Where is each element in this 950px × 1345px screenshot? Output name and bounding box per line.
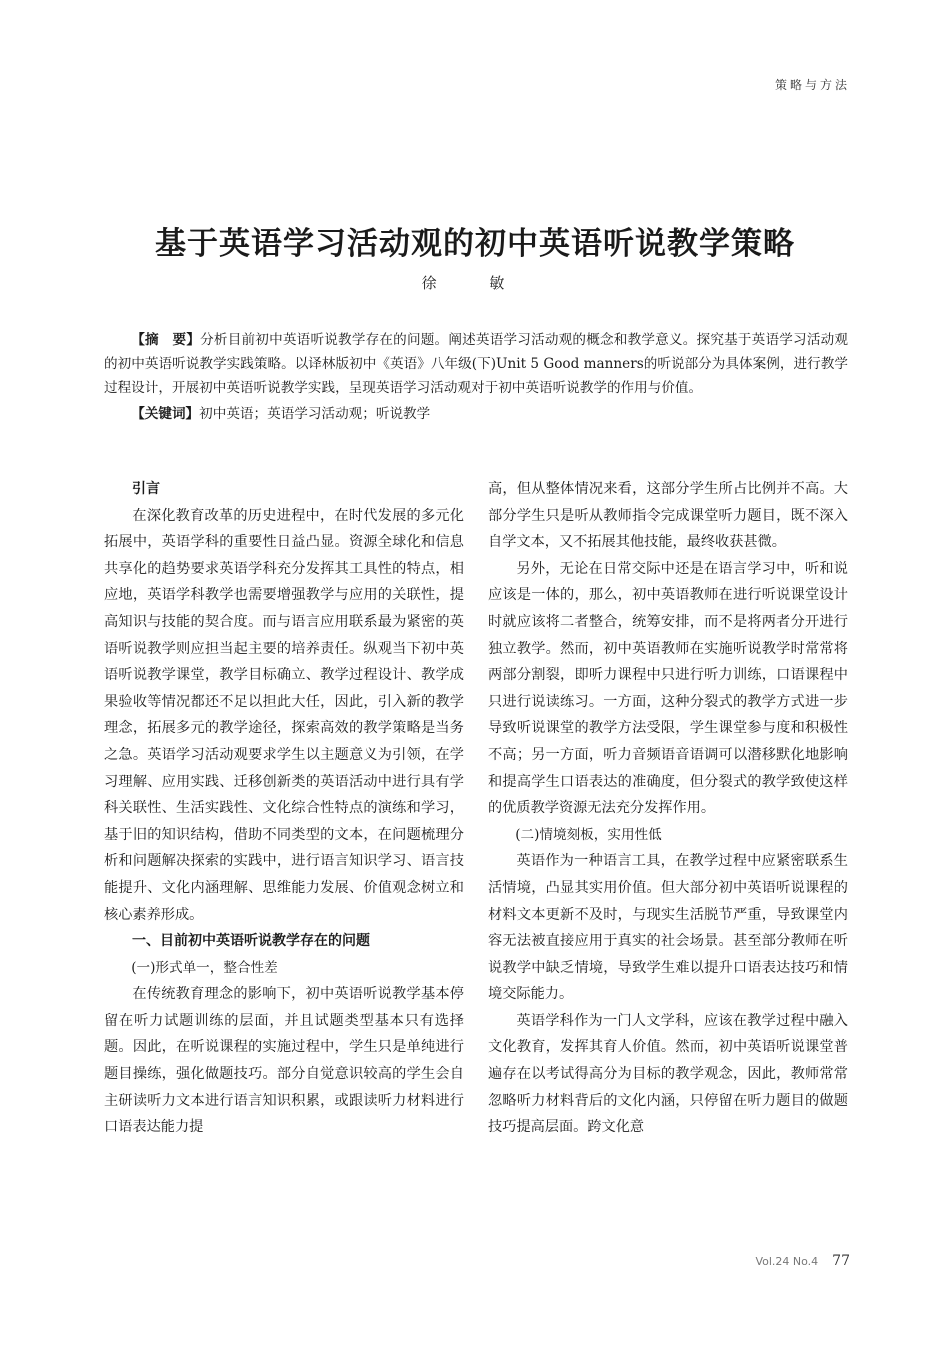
section-tag: 策略与方法 <box>774 78 850 92</box>
subsection-1-paragraph: 在传统教育理念的影响下，初中英语听说教学基本停留在听力试题训练的层面，并且试题类型基本只有选择题。因此，在听说课程的实施过程中，学生只是单纯进行题目操练，强化做题技巧。部分自觉意识较高的学生会自主研读听力文本进行语言知识积累，或跟读听力材料进行口语表达能力提 <box>104 986 464 1136</box>
paragraph-2: 另外，无论在日常交际中还是在语言学习中，听和说应该是一体的，那么，初中英语教师在进行听说课堂设计时就应该将二者整合，统筹安排，而不是将两者分开进行独立教学。然而，初中英语教师在实施听说教学时常常将两部分割裂，即听力课程中只进行听力训练，口语课程中只进行说读练习。一方面，这种分裂式的教学方式进一步导致听说课堂的教学方法受限，学生课堂参与度和积极性不高；另一方面，听力音频语音语调可以潜移默化地影响和提高学生口语表达的准确度，但分裂式的教学致使这样的优质教学资源无法充分发挥作用。 <box>488 560 848 817</box>
subsection-heading-1: (一)形式单一，整合性差 <box>131 959 278 976</box>
author-name: 徐 敏 <box>421 274 529 292</box>
page-number: 77 <box>832 1253 850 1269</box>
continued-paragraph: 高，但从整体情况来看，这部分学生所占比例并不高。大部分学生只是听从教师指令完成课堂听力题目，既不深入自学文本，又不拓展其他技能，最终收获甚微。 <box>488 481 848 551</box>
intro-heading: 引言 <box>132 481 160 497</box>
keywords-text: 初中英语；英语学习活动观；听说教学 <box>199 406 431 422</box>
footer <box>755 1253 850 1269</box>
intro-paragraph: 在深化教育改革的历史进程中，在时代发展的多元化拓展中，英语学科的重要性日益凸显。资源全球化和信息共享化的趋势要求英语学科充分发挥其工具性的特点，相应地，英语学科教学也需要增强教学与应用的关联性，提高知识与技能的契合度。而与语言应用联系最为紧密的英语听说教学则应担当起主要的培养责任。纵观当下初中英语听说教学课堂，教学目标确立、教学过程设计、教学成果验收等情况都还不足以担此大任，因此，引入新的教学理念，拓展多元的教学途径，探索高效的教学策略是当务之急。英语学习活动观要求学生以主题意义为引领，在学习理解、应用实践、迁移创新类的英语活动中进行具有学科关联性、生活实践性、文化综合性特点的演练和学习，基于旧的知识结构，借助不同类型的文本，在问题梳理分析和问题解决探索的实践中，进行语言知识学习、语言技能提升、文化内涵理解、思维能力发展、价值观念树立和核心素养形成。 <box>104 507 464 923</box>
abstract-paragraph <box>104 328 848 400</box>
volume-label: Vol.24 No.4 <box>755 1255 819 1268</box>
abstract-text: 分析目前初中英语听说教学存在的问题。阐述英语学习活动观的概念和教学意义。探究基于英语学习活动观的初中英语听说教学实践策略。以译林版初中《英语》八年级(下)Unit 5 Good manners的听说部分为具体案例，进行教学过程设计，开展初中英语听说教学实践，呈现英语学习活动观对于初中英语听说教学的作用与价值。 <box>104 332 849 396</box>
abstract-block <box>104 328 848 426</box>
left-column <box>104 476 464 1141</box>
keywords-paragraph <box>104 402 848 426</box>
right-column <box>488 476 848 1141</box>
section-heading-1: 一、目前初中英语听说教学存在的问题 <box>132 933 370 950</box>
article-title: 基于英语学习活动观的初中英语听说教学策略 <box>155 226 795 262</box>
subsection-heading-2: (二)情境刻板，实用性低 <box>515 826 662 843</box>
abstract-label: 【摘 要】 <box>131 332 201 348</box>
paragraph-4: 英语学科作为一门人文学科，应该在教学过程中融入文化教育，发挥其育人价值。然而，初中英语听说课堂普遍存在以考试得高分为目标的教学观念，因此，教师常常忽略听力材料背后的文化内涵，只停留在听力题目的做题技巧提高层面。跨文化意 <box>488 1012 848 1136</box>
paragraph-3: 英语作为一种语言工具，在教学过程中应紧密联系生活情境，凸显其实用价值。但大部分初中英语听说课程的材料文本更新不及时，与现实生活脱节严重，导致课堂内容无法被直接应用于真实的社会场景。甚至部分教师在听说教学中缺乏情境，导致学生难以提升口语表达技巧和情境交际能力。 <box>488 853 848 1003</box>
keywords-label: 【关键词】 <box>131 406 200 422</box>
